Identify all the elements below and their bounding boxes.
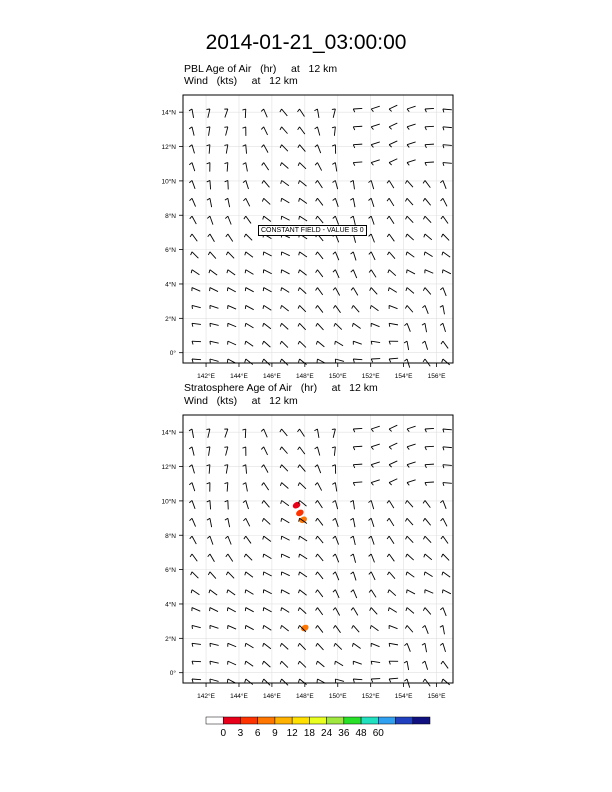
lon-tick-label: 154°E: [394, 373, 413, 380]
colorbar-swatch: [223, 717, 240, 724]
colorbar-swatch: [327, 717, 344, 724]
lon-tick-label: 148°E: [295, 693, 314, 700]
constant-field-label: CONSTANT FIELD - VALUE IS 0: [258, 225, 367, 236]
lon-tick-label: 146°E: [263, 693, 281, 700]
lon-tick-label: 154°E: [394, 693, 413, 700]
colorbar-label: 12: [286, 728, 298, 739]
colorbar-label: 18: [303, 728, 315, 739]
page-title: 2014-01-21_03:00:00: [205, 31, 407, 54]
lat-tick-label: 6°N: [165, 567, 176, 575]
panel2-field-title: Stratosphere Age of Air (hr) at 12 km: [184, 382, 378, 394]
lon-tick-label: 150°E: [328, 693, 347, 700]
colorbar-label: 24: [321, 728, 333, 739]
colorbar-swatch: [413, 717, 430, 724]
colorbar-swatch: [292, 717, 309, 724]
lon-tick-label: 152°E: [361, 693, 380, 700]
lon-tick-label: 144°E: [230, 693, 248, 700]
lon-tick-label: 156°E: [427, 373, 446, 380]
lon-tick-label: 142°E: [197, 373, 215, 380]
colorbar-swatch: [361, 717, 378, 724]
colorbar-swatch: [258, 717, 275, 724]
lon-tick-label: 152°E: [361, 373, 380, 380]
colorbar-label: 60: [372, 728, 384, 739]
colorbar-swatch: [275, 717, 292, 724]
lon-tick-label: 150°E: [328, 373, 347, 380]
lat-tick-label: 4°N: [165, 601, 176, 609]
lon-tick-label: 156°E: [427, 693, 446, 700]
lat-tick-label: 10°N: [161, 178, 176, 186]
colorbar-swatch: [396, 717, 413, 724]
colorbar-swatch: [309, 717, 326, 724]
lat-tick-label: 0°: [169, 670, 176, 678]
lat-tick-label: 6°N: [165, 247, 176, 255]
lat-tick-label: 8°N: [165, 212, 176, 220]
colorbar-swatch: [240, 717, 257, 724]
colorbar-swatch: [344, 717, 361, 724]
panel1-field-title: PBL Age of Air (hr) at 12 km: [184, 63, 338, 75]
lat-tick-label: 2°N: [165, 635, 176, 643]
colorbar-swatch: [378, 717, 395, 724]
lon-tick-label: 142°E: [197, 693, 215, 700]
colorbar-label: 3: [237, 728, 244, 739]
colorbar-label: 6: [254, 728, 261, 739]
lon-tick-label: 146°E: [263, 373, 281, 380]
lon-tick-label: 148°E: [295, 373, 314, 380]
lat-tick-label: 12°N: [161, 464, 176, 472]
lat-tick-label: 14°N: [161, 429, 176, 437]
colorbar-label: 0: [220, 728, 226, 739]
lat-tick-label: 10°N: [161, 498, 176, 506]
colorbar-swatch: [206, 717, 223, 724]
lat-tick-label: 14°N: [161, 109, 176, 117]
lat-tick-label: 0°: [169, 350, 176, 358]
lon-tick-label: 144°E: [230, 373, 248, 380]
colorbar-label: 36: [338, 728, 350, 739]
lat-tick-label: 8°N: [165, 532, 176, 540]
lat-tick-label: 2°N: [165, 315, 176, 323]
lat-tick-label: 4°N: [165, 281, 176, 289]
colorbar-label: 9: [272, 728, 278, 739]
colorbar-label: 48: [355, 728, 367, 739]
lat-tick-label: 12°N: [161, 144, 176, 152]
panel2-wind-title: Wind (kts) at 12 km: [184, 395, 298, 407]
panel1-wind-title: Wind (kts) at 12 km: [184, 75, 298, 87]
